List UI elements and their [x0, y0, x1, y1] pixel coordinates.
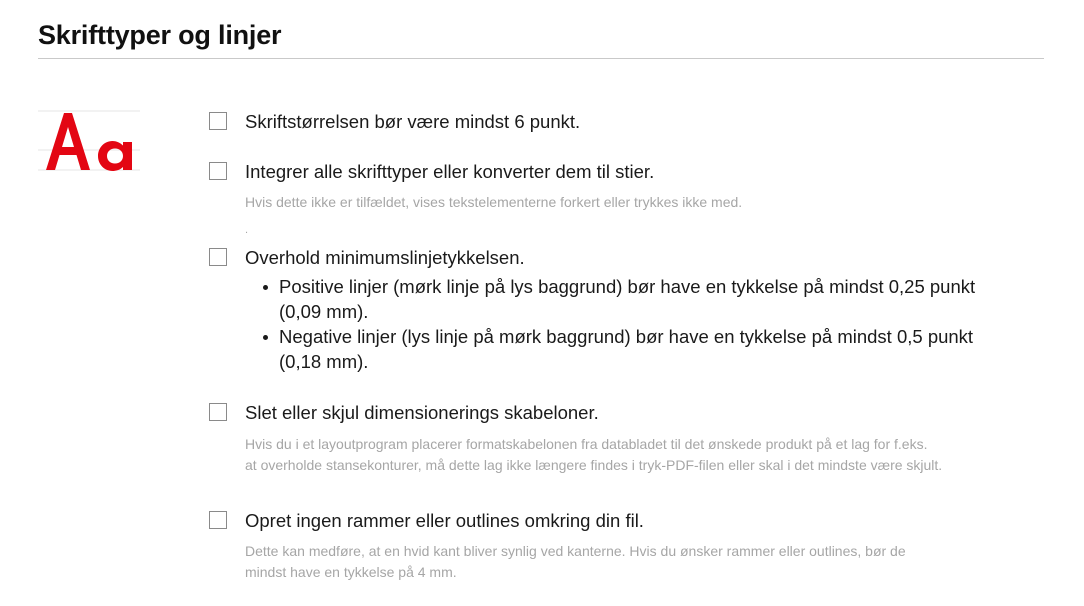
note-line: mindst have en tykkelse på 4 mm. [245, 564, 457, 580]
separator-dot: . [245, 224, 249, 236]
bullet-line: (0,18 mm). [279, 351, 369, 372]
item-note [245, 541, 1045, 583]
item-label: Slet eller skjul dimensionerings skabeloner. [245, 402, 599, 423]
font-aa-icon [38, 108, 140, 174]
page-title: Skrifttyper og linjer [38, 20, 282, 50]
item-label: Overhold minimumslinjetykkelsen. [245, 247, 525, 268]
note-line: Dette kan medføre, at en hvid kant bliver synlig ved kanterne. Hvis du ønsker rammer eller outlines, bør de [245, 543, 906, 559]
bullet-line: (0,09 mm). [279, 301, 369, 322]
bullet-line: Negative linjer (lys linje på mørk baggrund) bør have en tykkelse på mindst 0,5 punkt [279, 326, 974, 347]
checkbox-frames[interactable] [209, 511, 227, 529]
checkbox-embed-fonts[interactable] [209, 162, 227, 180]
note-line: Hvis du i et layoutprogram placerer formatskabelonen fra databladet til det ønskede produkt på et lag for f.eks. [245, 436, 928, 452]
item-label: Skriftstørrelsen bør være mindst 6 punkt. [245, 111, 581, 132]
line-thickness-bullets [263, 274, 1043, 374]
note-line: at overholde stansekonturer, må dette lag ikke længere findes i tryk-PDF-filen eller skal i det mindste være skjult. [245, 457, 943, 473]
item-label: Opret ingen rammer eller outlines omkring din fil. [245, 510, 644, 531]
bullet-negative-lines [263, 324, 1043, 374]
bullet-line: Positive linjer (mørk linje på lys baggrund) bør have en tykkelse på mindst 0,25 punkt [279, 276, 976, 297]
item-note [245, 434, 1045, 476]
bullet-positive-lines [263, 274, 1043, 324]
checkbox-font-size[interactable] [209, 112, 227, 130]
checkbox-line-thickness[interactable] [209, 248, 227, 266]
title-divider [38, 58, 1044, 59]
item-note: Hvis dette ikke er tilfældet, vises tekstelementerne forkert eller trykkes ikke med. [245, 194, 743, 210]
item-label: Integrer alle skrifttyper eller konverter dem til stier. [245, 161, 655, 182]
checkbox-templates[interactable] [209, 403, 227, 421]
